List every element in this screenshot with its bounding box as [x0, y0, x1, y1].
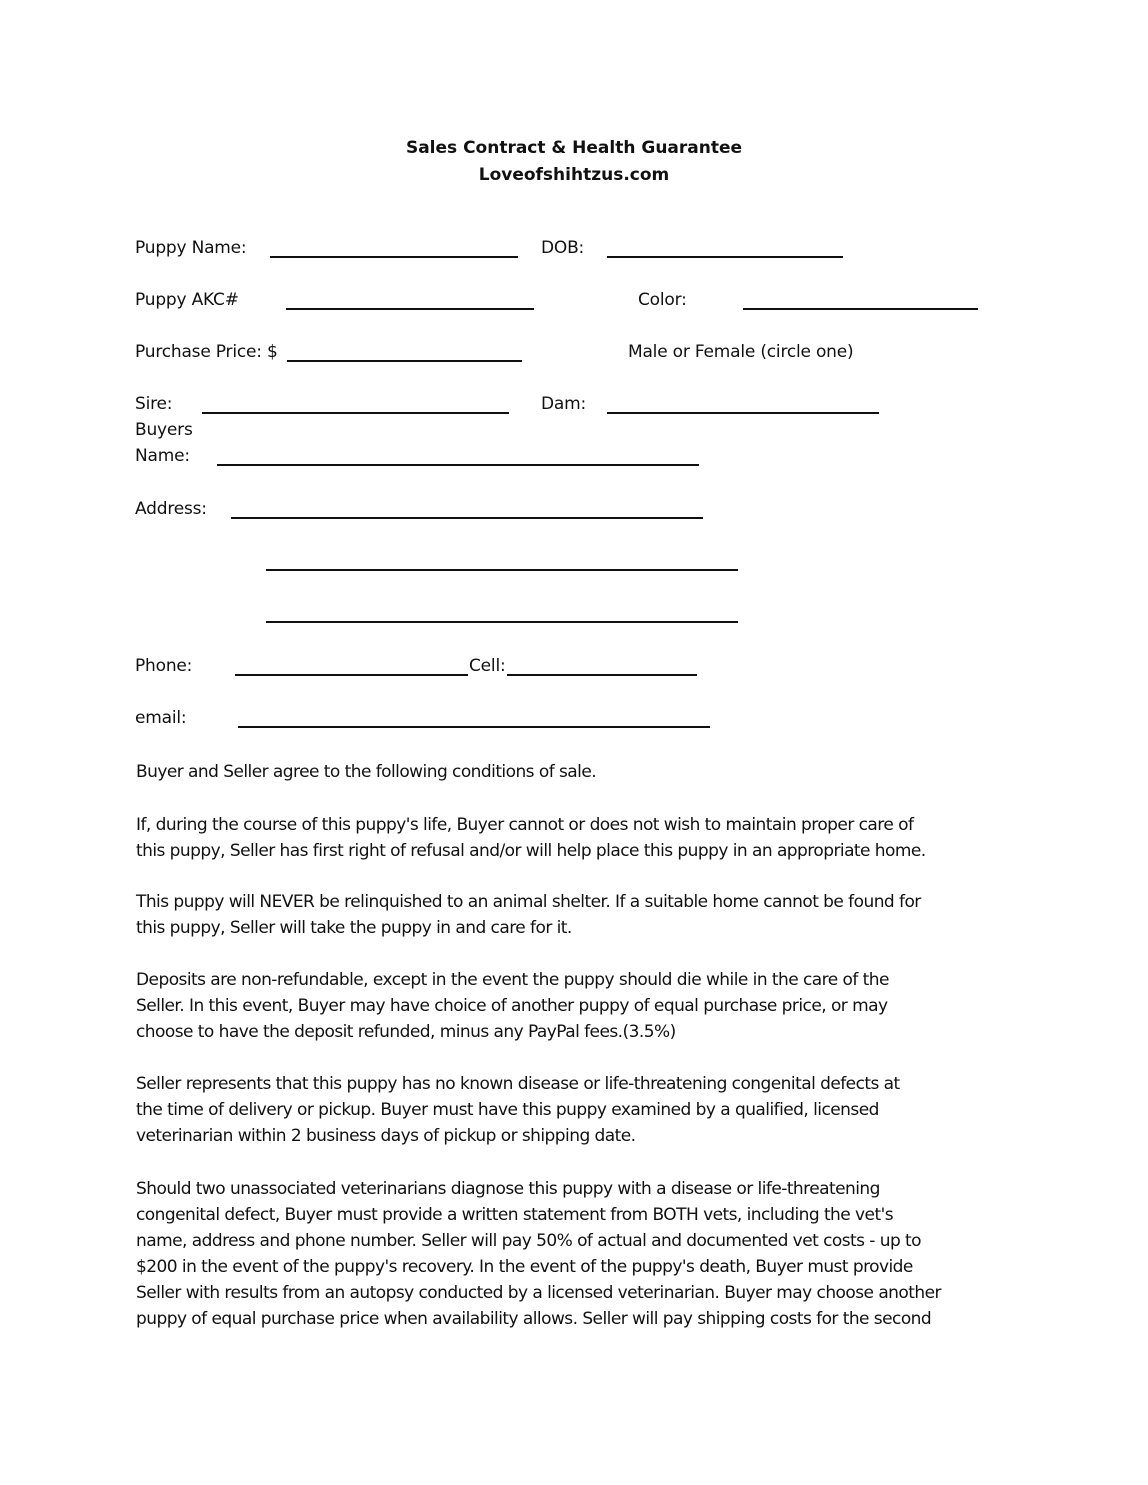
paragraph-line: Deposits are non-refundable, except in the event the puppy should die while in the care of the: [136, 970, 889, 990]
dob-field[interactable]: [607, 256, 843, 258]
phone-field[interactable]: [235, 674, 468, 676]
paragraph-line: this puppy, Seller will take the puppy in and care for it.: [136, 918, 572, 938]
cell-field[interactable]: [507, 674, 697, 676]
conditions-intro-text: Buyer and Seller agree to the following conditions of sale.: [136, 762, 597, 782]
condition-paragraph-deposits: [136, 967, 1016, 1045]
buyers-name-field[interactable]: [217, 464, 699, 466]
paragraph-line: this puppy, Seller has first right of refusal and/or will help place this puppy in an appropriate home.: [136, 841, 926, 861]
paragraph-line: Seller. In this event, Buyer may have choice of another puppy of equal purchase price, or may: [136, 996, 888, 1016]
email-label: email:: [135, 708, 187, 728]
akc-field[interactable]: [286, 308, 534, 310]
dam-field[interactable]: [607, 412, 879, 414]
color-label: Color:: [638, 290, 687, 310]
condition-paragraph-care: [136, 812, 1016, 864]
conditions-intro: [136, 759, 1016, 785]
paragraph-line: congenital defect, Buyer must provide a written statement from BOTH vets, including the vet's: [136, 1205, 894, 1225]
sire-label: Sire:: [135, 394, 173, 414]
akc-label: Puppy AKC#: [135, 290, 239, 310]
purchase-price-label: Purchase Price: $: [135, 342, 278, 362]
paragraph-line: puppy of equal purchase price when availability allows. Seller will pay shipping costs for the second: [136, 1309, 932, 1329]
condition-paragraph-shelter: [136, 889, 1016, 941]
paragraph-line: veterinarian within 2 business days of pickup or shipping date.: [136, 1126, 636, 1146]
paragraph-line: This puppy will NEVER be relinquished to an animal shelter. If a suitable home cannot be found for: [136, 892, 921, 912]
address-line-1-field[interactable]: [231, 517, 703, 519]
paragraph-line: If, during the course of this puppy's life, Buyer cannot or does not wish to maintain proper care of: [136, 815, 914, 835]
email-field[interactable]: [238, 726, 710, 728]
address-line-3-field[interactable]: [266, 621, 738, 623]
condition-paragraph-veterinary-diagnosis: [136, 1176, 1016, 1332]
dob-label: DOB:: [541, 238, 585, 258]
sex-selection-label: Male or Female (circle one): [628, 342, 854, 362]
paragraph-line: Should two unassociated veterinarians diagnose this puppy with a disease or life-threatening: [136, 1179, 880, 1199]
paragraph-line: the time of delivery or pickup. Buyer must have this puppy examined by a qualified, licensed: [136, 1100, 879, 1120]
paragraph-line: Seller represents that this puppy has no known disease or life-threatening congenital defects at: [136, 1074, 900, 1094]
address-line-2-field[interactable]: [266, 569, 738, 571]
puppy-name-label: Puppy Name:: [135, 238, 247, 258]
color-field[interactable]: [743, 308, 978, 310]
puppy-name-field[interactable]: [270, 256, 518, 258]
condition-paragraph-health-representation: [136, 1071, 1016, 1149]
sire-field[interactable]: [202, 412, 509, 414]
purchase-price-field[interactable]: [287, 360, 522, 362]
website-name: Loveofshihtzus.com: [478, 165, 670, 185]
paragraph-line: choose to have the deposit refunded, minus any PayPal fees.(3.5%): [136, 1022, 676, 1042]
dam-label: Dam:: [541, 394, 586, 414]
buyers-name-label: Name:: [135, 446, 190, 466]
buyers-label: Buyers: [135, 420, 193, 440]
phone-label: Phone:: [135, 656, 193, 676]
paragraph-line: $200 in the event of the puppy's recovery. In the event of the puppy's death, Buyer must provide: [136, 1257, 913, 1277]
paragraph-line: Seller with results from an autopsy conducted by a licensed veterinarian. Buyer may choose another: [136, 1283, 941, 1303]
cell-label: Cell:: [469, 656, 506, 676]
address-label: Address:: [135, 499, 207, 519]
document-title: Sales Contract & Health Guarantee: [405, 138, 743, 158]
paragraph-line: name, address and phone number. Seller will pay 50% of actual and documented vet costs - up to: [136, 1231, 922, 1251]
